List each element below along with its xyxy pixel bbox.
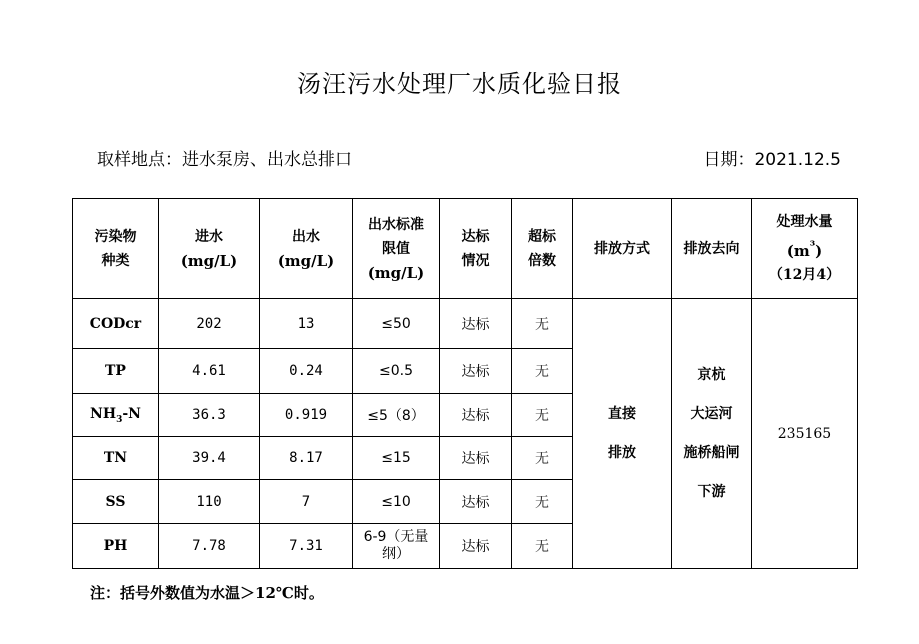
header-pollutant-line2: 种类 (101, 252, 130, 269)
header-row (73, 199, 858, 299)
exceed-value: 无 (512, 299, 573, 349)
header-discharge-dest: 排放去向 (672, 199, 752, 299)
pollutant-name: TP (73, 349, 159, 394)
pollutant-name (73, 394, 159, 437)
header-pollutant-line1: 污染物 (94, 228, 137, 245)
header-limit (353, 199, 440, 299)
status-value: 达标 (440, 394, 512, 437)
effluent-value: 0.24 (260, 349, 353, 394)
pollutant-name: PH (73, 524, 159, 569)
status-value: 达标 (440, 480, 512, 524)
limit-value: ≤10 (353, 480, 440, 524)
discharge-dest-value (672, 299, 752, 569)
footnote: 注：括号外数值为水温＞12℃时。 (90, 584, 324, 602)
sampling-site: 取样地点：进水泵房、出水总排口 (97, 150, 352, 170)
header-volume-unit-open: (m (786, 242, 810, 260)
status-value: 达标 (440, 299, 512, 349)
effluent-value: 8.17 (260, 437, 353, 480)
header-volume (752, 199, 858, 299)
influent-value: 110 (159, 480, 260, 524)
report-date: 日期：2021.12.5 (703, 150, 841, 170)
header-exceed-line2: 倍数 (528, 252, 556, 269)
discharge-method-value (573, 299, 672, 569)
header-discharge-method: 排放方式 (573, 199, 672, 299)
pollutant-name-sub: 3 (116, 414, 123, 425)
discharge-dest-line3: 施桥船闸 (683, 444, 740, 461)
report-title: 汤汪污水处理厂水质化验日报 (297, 70, 622, 98)
exceed-value: 无 (512, 349, 573, 394)
header-exceed-line1: 超标 (528, 228, 556, 245)
limit-value: ≤5（8） (353, 394, 440, 437)
header-compliance-line1: 达标 (461, 228, 490, 245)
header-volume-line1: 处理水量 (776, 214, 833, 230)
pollutant-name-main: NH (90, 405, 117, 422)
status-value: 达标 (440, 524, 512, 569)
header-volume-unit-sup: ³ (809, 238, 816, 253)
discharge-dest-line1: 京杭 (697, 366, 726, 383)
header-effluent-unit: (mg/L) (277, 251, 335, 270)
header-compliance-line2: 情况 (461, 252, 490, 269)
header-influent-line1: 进水 (195, 228, 223, 245)
exceed-value: 无 (512, 524, 573, 569)
effluent-value: 0.919 (260, 394, 353, 437)
header-limit-unit: (mg/L) (367, 263, 425, 282)
limit-value: ≤0.5 (353, 349, 440, 394)
volume-value: 235165 (752, 299, 858, 569)
status-value: 达标 (440, 349, 512, 394)
exceed-value: 无 (512, 480, 573, 524)
discharge-method-line2: 排放 (608, 444, 636, 461)
header-volume-date: （12月4） (768, 267, 841, 283)
header-compliance (440, 199, 512, 299)
influent-value: 202 (159, 299, 260, 349)
header-limit-line1: 出水标准 (368, 216, 424, 233)
exceed-value: 无 (512, 437, 573, 480)
status-value: 达标 (440, 437, 512, 480)
influent-value: 4.61 (159, 349, 260, 394)
header-volume-unit (752, 234, 857, 263)
influent-value: 36.3 (159, 394, 260, 437)
header-exceed (512, 199, 573, 299)
exceed-value: 无 (512, 394, 573, 437)
header-influent-unit: (mg/L) (180, 251, 238, 270)
limit-value: ≤15 (353, 437, 440, 480)
limit-line2: 纲） (382, 546, 410, 562)
discharge-dest-line4: 下游 (697, 483, 726, 500)
header-influent (159, 199, 260, 299)
influent-value: 39.4 (159, 437, 260, 480)
header-effluent-line1: 出水 (292, 228, 320, 245)
effluent-value: 7.31 (260, 524, 353, 569)
header-pollutant (73, 199, 159, 299)
header-volume-unit-close: ) (815, 242, 823, 260)
discharge-dest-line2: 大运河 (690, 405, 733, 422)
table-row (73, 299, 858, 349)
pollutant-name-tail: -N (122, 405, 141, 422)
discharge-method-line1: 直接 (608, 405, 636, 422)
pollutant-name: TN (73, 437, 159, 480)
effluent-value: 7 (260, 480, 353, 524)
water-quality-table (72, 198, 858, 569)
effluent-value: 13 (260, 299, 353, 349)
limit-line1: 6-9（无量 (363, 529, 429, 545)
pollutant-name: SS (73, 480, 159, 524)
pollutant-name: CODcr (73, 299, 159, 349)
influent-value: 7.78 (159, 524, 260, 569)
header-effluent (260, 199, 353, 299)
limit-value (353, 524, 440, 569)
limit-value: ≤50 (353, 299, 440, 349)
header-limit-line2: 限值 (382, 240, 410, 257)
